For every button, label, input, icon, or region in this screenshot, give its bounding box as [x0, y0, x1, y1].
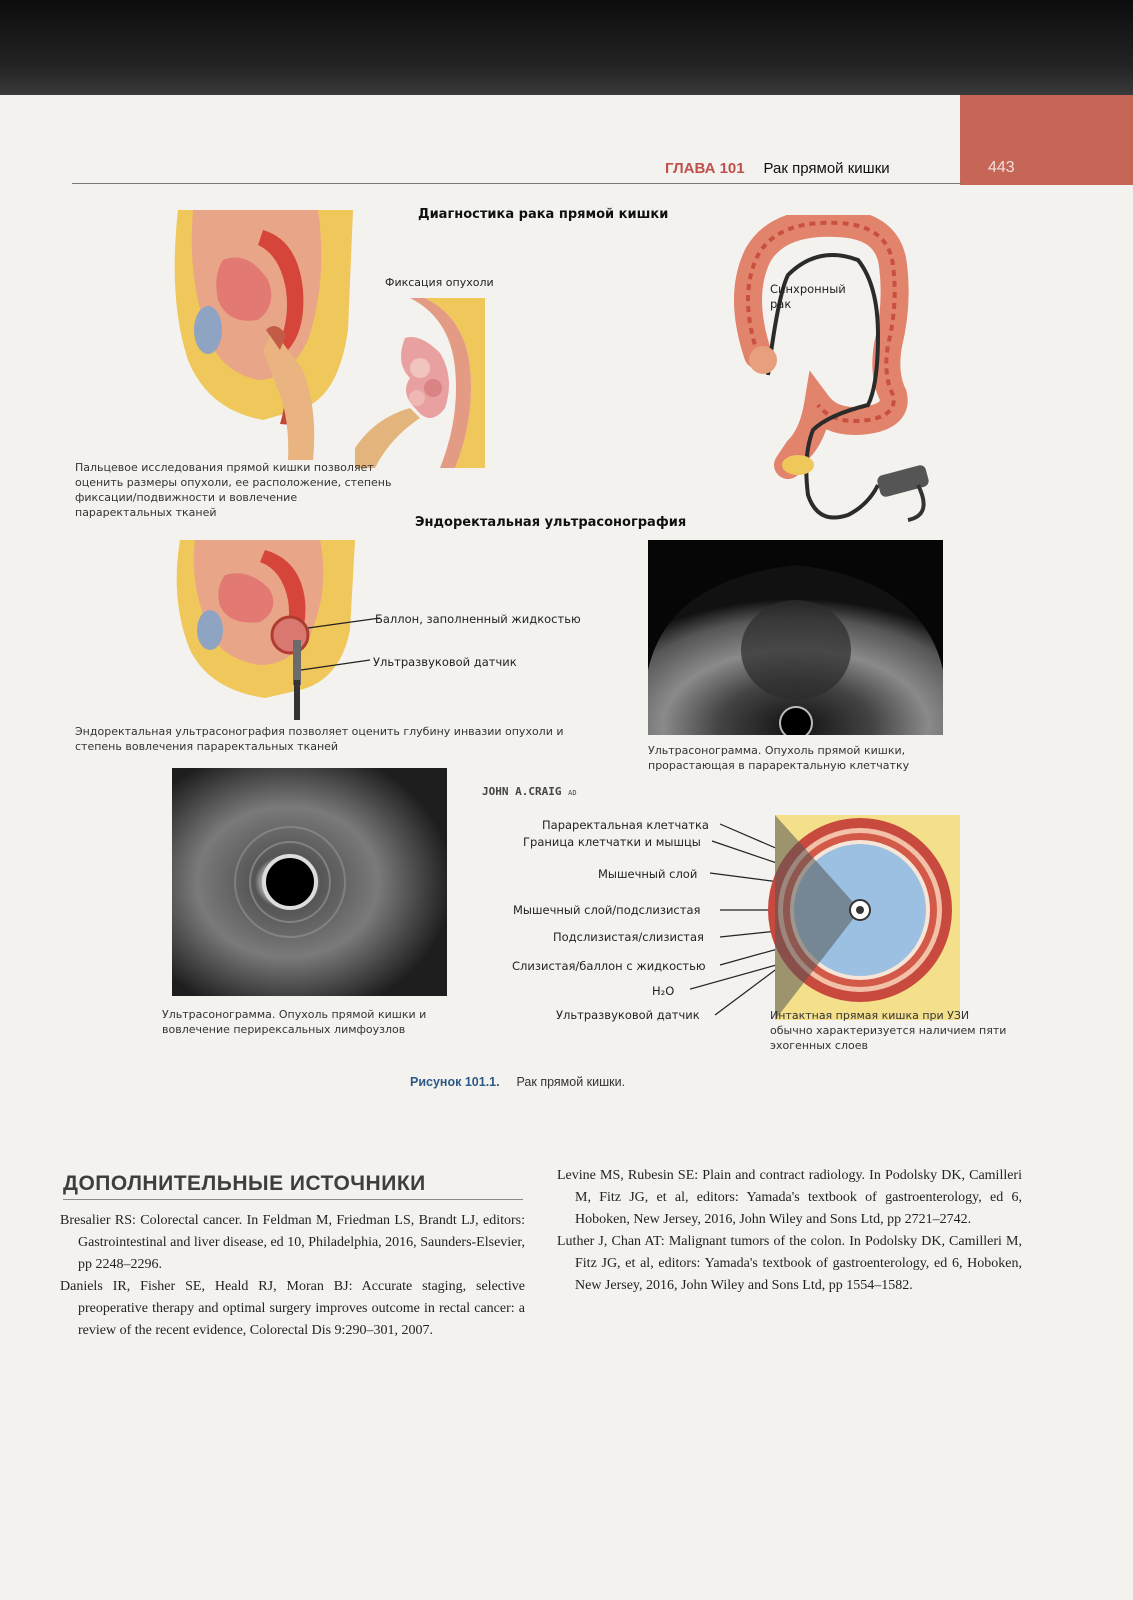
reference-item: Daniels IR, Fisher SE, Heald RJ, Moran BJ: Accurate staging, selective preoperative therapy and optimal surgery improves outcome in rectal cancer: a review of the recent evidence, Colorectal Dis 9:290–301, 2007.	[60, 1279, 525, 1338]
page-tab	[960, 95, 1133, 185]
references-title: ДОПОЛНИТЕЛЬНЫЕ ИСТОЧНИКИ	[63, 1172, 426, 1195]
reference-item: Bresalier RS: Colorectal cancer. In Feldman M, Friedman LS, Brandt LJ, editors: Gastrointestinal and liver disease, ed 10, Philadelphia, 2016, Saunders-Elsevier, pp 2248–2296.	[60, 1213, 525, 1272]
layer-label-submucosa-mucosa: Подслизистая/слизистая	[553, 930, 704, 944]
label-balloon: Баллон, заполненный жидкостью	[375, 612, 581, 626]
top-dark-band	[0, 0, 1133, 95]
references-right-column	[557, 1165, 1022, 1297]
caption-endorectal: Эндоректальная ультрасонография позволяет оценить глубину инвазии опухоли и степень вовлечения параректальных тканей	[75, 725, 564, 753]
label-fixation: Фиксация опухоли	[385, 276, 494, 289]
figure-heading-endorectal: Эндоректальная ультрасонография	[415, 515, 687, 530]
figure-title: Рак прямой кишки.	[516, 1075, 626, 1089]
running-header	[665, 160, 890, 178]
layer-label-mucosa-balloon: Слизистая/баллон с жидкостью	[512, 959, 706, 973]
caption-ultrasound-1: Ультрасонограмма. Опухоль прямой кишки, прорастающая в параректальную клетчатку	[648, 744, 910, 772]
figure-caption	[410, 1073, 625, 1091]
layer-label-water: H₂O	[652, 984, 675, 998]
layer-label-perirectal-fat: Параректальная клетчатка	[542, 818, 709, 832]
label-synchronous-cancer: Синхронный рак	[770, 282, 846, 311]
pelvis-digital-exam-illustration	[168, 210, 358, 460]
rectal-layers-diagram	[690, 810, 965, 1025]
signature-name: JOHN A.CRAIG	[482, 785, 562, 798]
colon-endoscope-illustration	[718, 215, 948, 535]
tumor-fixation-illustration	[355, 298, 485, 468]
layer-label-fat-muscle-border: Граница клетчатки и мышцы	[523, 835, 701, 849]
label-probe: Ультразвуковой датчик	[373, 655, 517, 669]
reference-item: Levine MS, Rubesin SE: Plain and contract radiology. In Podolsky DK, Camilleri M, Fitz JG, et al, editors: Yamada's textbook of gastroenterology, ed 6, Hoboken, New Jersey, 2016, John Wiley and Sons Ltd, pp 2721–2742.	[557, 1168, 1022, 1227]
layer-label-probe: Ультразвуковой датчик	[556, 1008, 700, 1022]
references-rule	[63, 1199, 523, 1200]
chapter-label: ГЛАВА 101	[665, 160, 745, 177]
layer-label-muscle: Мышечный слой	[598, 867, 698, 881]
page-number: 443	[988, 159, 1015, 176]
pelvis-probe-illustration	[170, 540, 390, 720]
caption-ultrasound-2: Ультрасонограмма. Опухоль прямой кишки и вовлечение перирексальных лимфоузлов	[162, 1008, 427, 1036]
ultrasound-image-1	[648, 540, 943, 735]
artist-signature	[482, 785, 577, 798]
header-rule	[72, 183, 962, 184]
caption-intact-rectum: Интактная прямая кишка при УЗИ обычно характеризуется наличием пяти эхогенных слоев	[770, 1009, 1007, 1052]
caption-digital-exam: Пальцевое исследования прямой кишки позволяет оценить размеры опухоли, ее расположение, степень фиксации/подвижности и вовлечение параректальных тканей	[75, 461, 392, 519]
references-left-column	[60, 1210, 525, 1342]
ultrasound-image-2	[172, 768, 447, 996]
reference-item: Luther J, Chan AT: Malignant tumors of the colon. In Podolsky DK, Camilleri M, Fitz JG, et al, editors: Yamada's textbook of gastroenterology, ed 6, Hoboken, New Jersey, 2016, John Wiley and Sons Ltd, pp 1554–1582.	[557, 1234, 1022, 1293]
chapter-title: Рак прямой кишки	[763, 160, 890, 177]
signature-suffix: AD	[568, 789, 577, 797]
figure-number: Рисунок 101.1.	[410, 1075, 500, 1089]
figure-heading-diagnostics: Диагностика рака прямой кишки	[418, 207, 669, 222]
layer-label-muscle-submucosa: Мышечный слой/подслизистая	[513, 903, 701, 917]
